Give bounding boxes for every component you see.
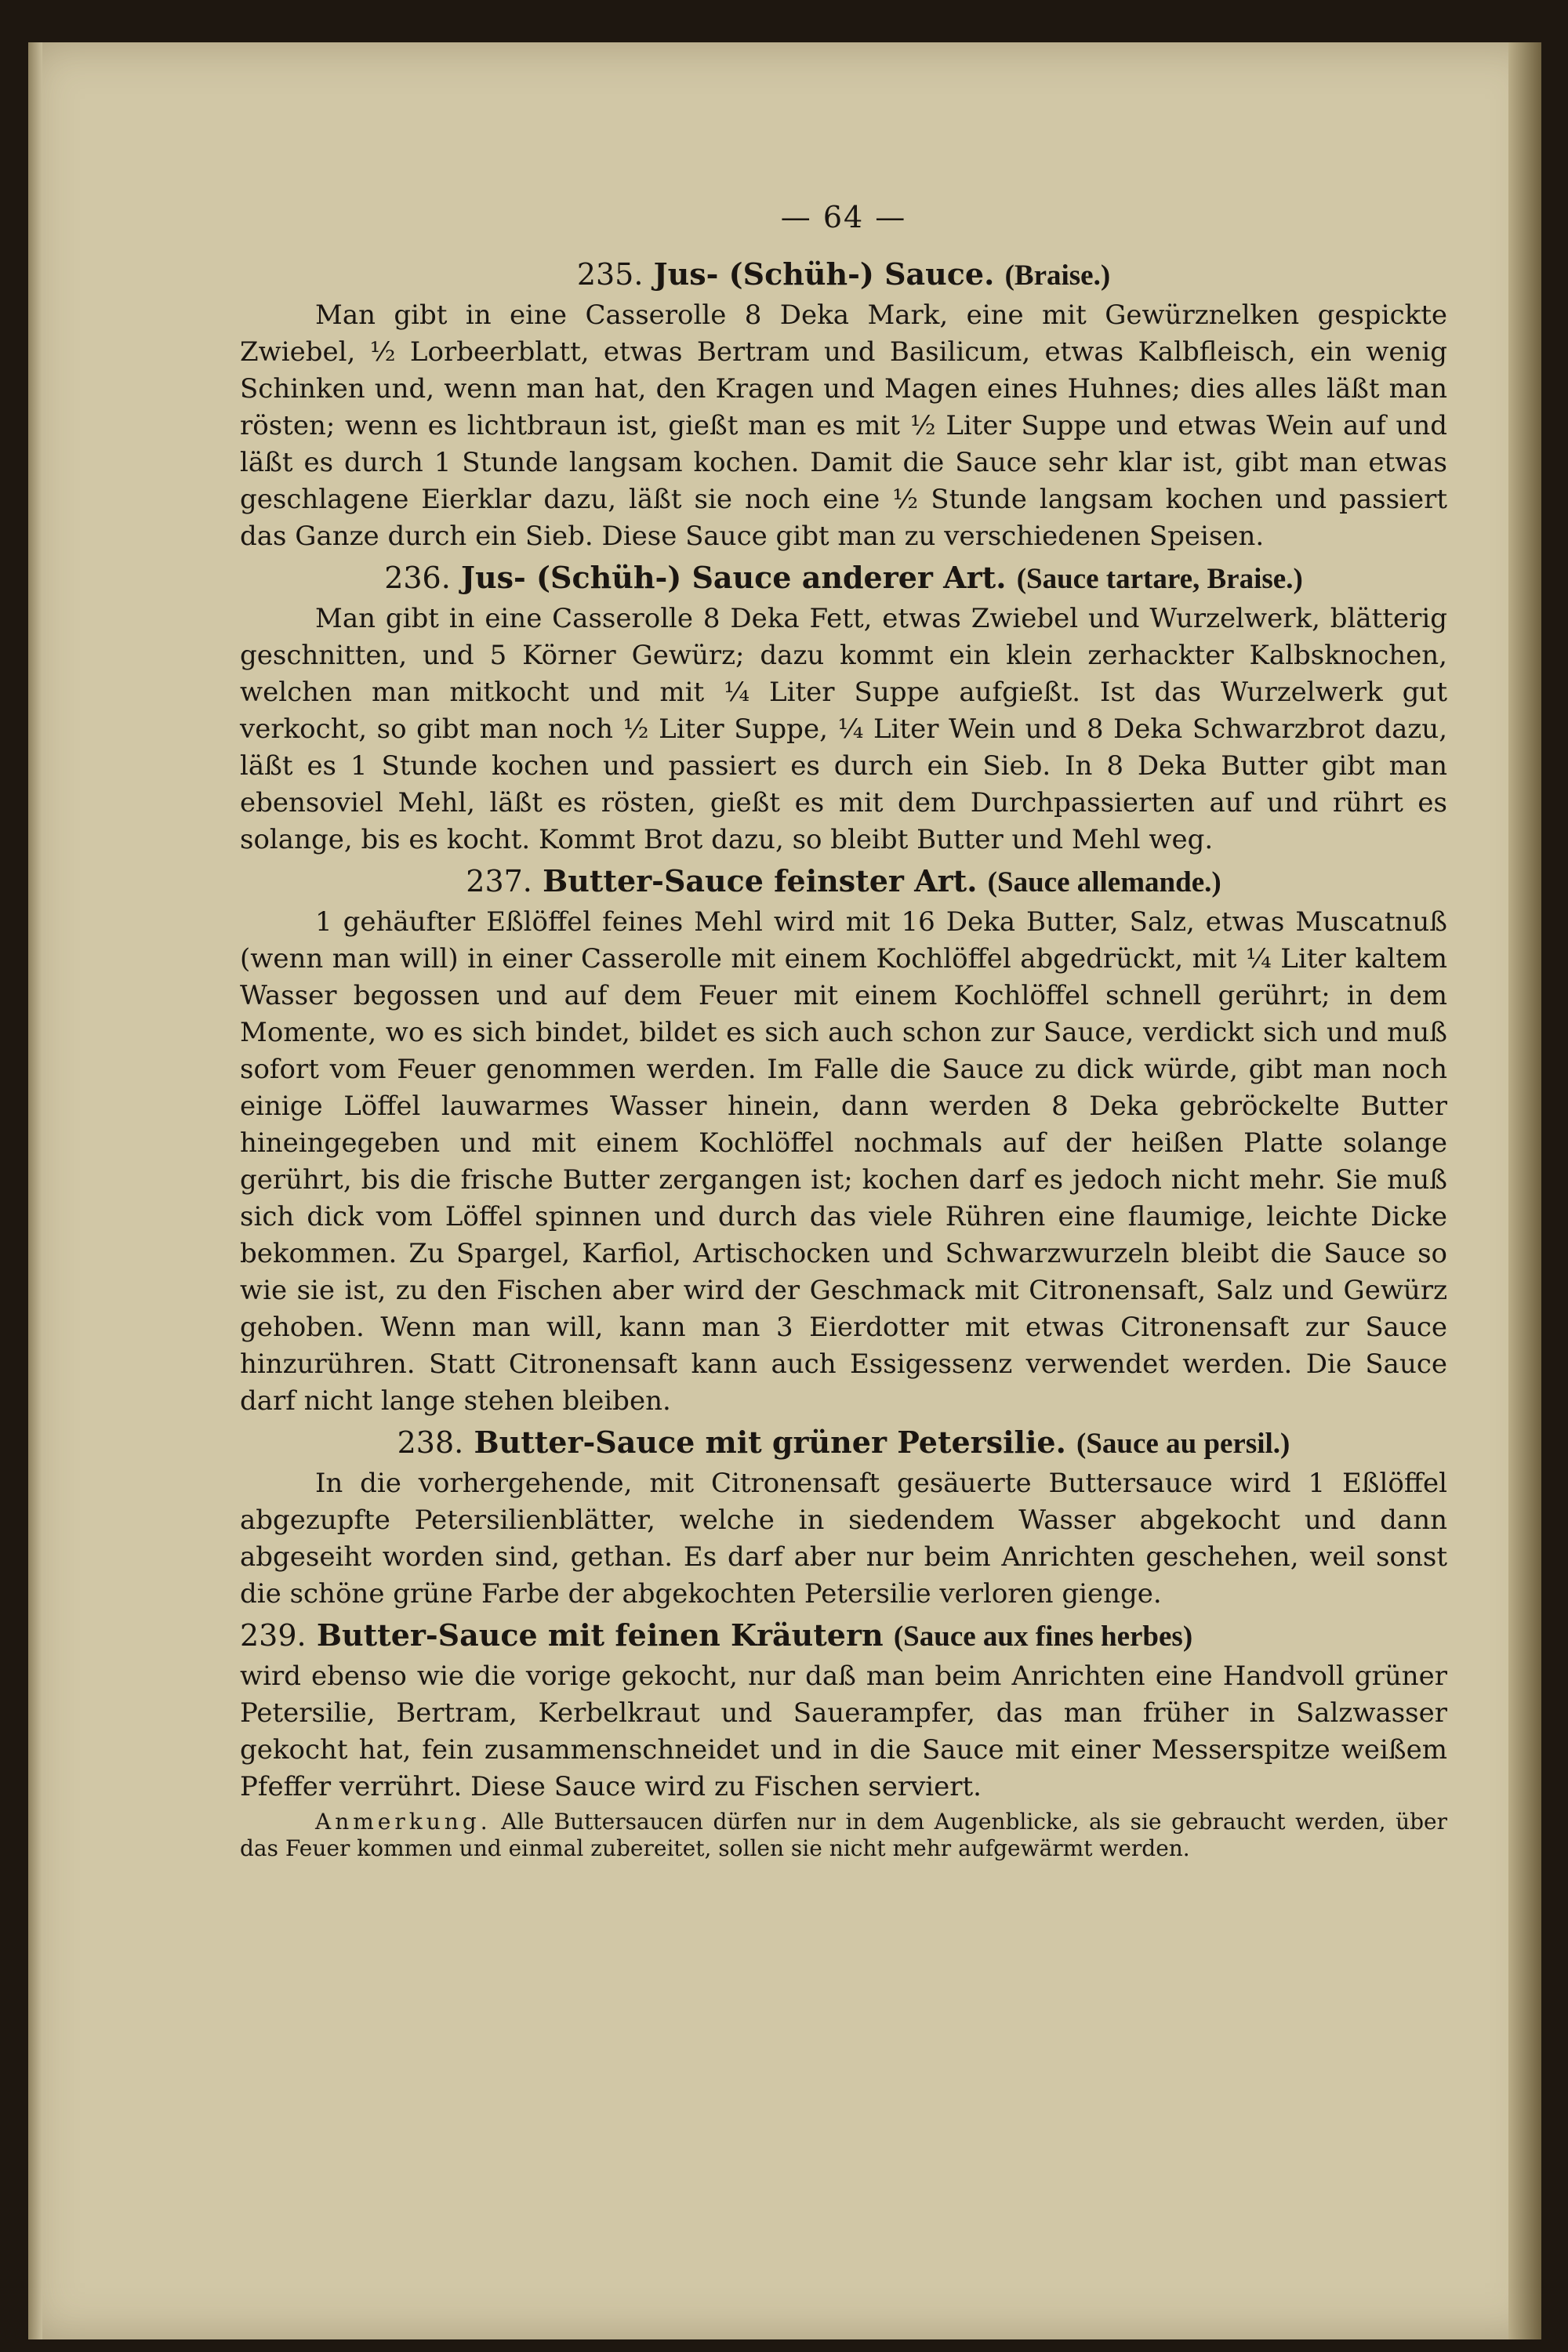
book-page [28,42,1541,2339]
recipe-238 [240,1423,1447,1613]
page-number: — 64 — [780,200,907,234]
footnote [240,1809,1447,1862]
recipe-french-title: (Braise.) [1004,260,1111,292]
recipe-236 [240,558,1447,858]
recipe-heading [240,255,1447,296]
page-edge-shadow [1508,42,1541,2339]
recipe-number: 238. [397,1425,464,1460]
footnote-label: Anmerkung. [315,1809,492,1835]
recipe-title: Jus- (Schüh-) Sauce anderer Art. [461,560,1007,595]
recipe-text: wird ebenso wie die vorige gekocht, nur daß man beim Anrichten eine Handvoll grüner Petersilie, Bertram, Kerbelkraut und Sauerampfer, das man früher in Salzwasser gekocht hat, fein zusammenschneidet und in die Sauce mit einer Messerspitze weißem Pfeffer verrührt. Diese Sauce wird zu Fischen serviert. [240,1661,1447,1802]
recipe-235 [240,255,1447,555]
recipe-239 [240,1616,1447,1806]
recipe-text: In die vorhergehende, mit Citronensaft gesäuerte Buttersauce wird 1 Eßlöffel abgezupfte Petersilienblätter, welche in siedendem Wasser abgekocht und dann abgeseiht worden sind, gethan. Es darf aber nur beim Anrichten geschehen, weil sonst die schöne grüne Farbe der abgekochten Petersilie verloren gienge. [240,1468,1447,1610]
recipe-number: 239. [240,1618,307,1653]
recipe-text: 1 gehäufter Eßlöffel feines Mehl wird mit 16 Deka Butter, Salz, etwas Muscatnuß (wenn man will) in einer Casserolle mit einem Kochlöffel abgedrückt, mit ¼ Liter kaltem Wasser begossen und auf dem Feuer mit einem Kochlöffel schnell gerührt; in dem Momente, wo es sich bindet, bildet es sich auch schon zur Sauce, verdickt sich und muß sofort vom Feuer genommen werden. Im Falle die Sauce zu dick würde, gibt man noch einige Löffel lauwarmes Wasser hinein, dann werden 8 Deka gebröckelte Butter hineingegeben und mit einem Kochlöffel nochmals auf der heißen Platte solange gerührt, bis die frische Butter zergangen ist; kochen darf es jedoch nicht mehr. Sie muß sich dick vom Löffel spinnen und durch das viele Rühren eine flaumige, leichte Dicke bekommen. Zu Spargel, Karfiol, Artischocken und Schwarzwurzeln bleibt die Sauce so wie sie ist, zu den Fischen aber wird der Geschmack mit Citronensaft, Salz und Gewürz gehoben. Wenn man will, kann man 3 Eierdotter mit etwas Citronensaft zur Sauce hinzurühren. Statt Citronensaft kann auch Essigessenz verwendet werden. Die Sauce darf nicht lange stehen bleiben. [240,906,1447,1417]
recipe-heading [240,1616,1447,1657]
page-text-block [240,199,1447,1884]
footnote-text: Alle Buttersaucen dürfen nur in dem Augenblicke, als sie gebraucht werden, über das Feuer kommen und einmal zubereitet, sollen sie nicht mehr aufgewärmt werden. [240,1809,1447,1861]
recipe-title: Jus- (Schüh-) Sauce. [653,256,995,292]
recipe-french-title: (Sauce tartare, Braise.) [1016,563,1303,595]
recipe-heading [240,1423,1447,1464]
recipe-title: Butter-Sauce feinster Art. [543,863,978,898]
recipe-heading [240,862,1447,902]
recipe-title: Butter-Sauce mit feinen Kräutern [316,1617,884,1653]
recipe-237 [240,862,1447,1420]
recipe-french-title: (Sauce aux fines herbes) [893,1621,1193,1653]
recipe-number: 236. [384,561,451,595]
recipe-heading [240,558,1447,599]
recipe-french-title: (Sauce au persil.) [1076,1428,1290,1460]
page-gutter-shadow [28,42,42,2339]
recipe-text: Man gibt in eine Casserolle 8 Deka Fett, etwas Zwiebel und Wurzelwerk, blätterig geschnitten, und 5 Körner Gewürz; dazu kommt ein klein zerhackter Kalbsknochen, welchen man mitkocht und mit ¼ Liter Suppe aufgießt. Ist das Wurzelwerk gut verkocht, so gibt man noch ½ Liter Suppe, ¼ Liter Wein und 8 Deka Schwarzbrot dazu, läßt es 1 Stunde kochen und passiert es durch ein Sieb. In 8 Deka Butter gibt man ebensoviel Mehl, läßt es rösten, gießt es mit dem Durchpassierten auf und rührt es solange, bis es kocht. Kommt Brot dazu, so bleibt Butter und Mehl weg. [240,603,1447,855]
recipe-text: Man gibt in eine Casserolle 8 Deka Mark, eine mit Gewürznelken gespickte Zwiebel, ½ Lorbeerblatt, etwas Bertram und Basilicum, etwas Kalbfleisch, ein wenig Schinken und, wenn man hat, den Kragen und Magen eines Huhnes; dies alles läßt man rösten; wenn es lichtbraun ist, gießt man es mit ½ Liter Suppe und etwas Wein auf und läßt es durch 1 Stunde langsam kochen. Damit die Sauce sehr klar ist, gibt man etwas geschlagene Eierklar dazu, läßt sie noch eine ½ Stunde langsam kochen und passiert das Ganze durch ein Sieb. Diese Sauce gibt man zu verschiedenen Speisen. [240,299,1447,552]
recipe-title: Butter-Sauce mit grüner Petersilie. [474,1425,1066,1460]
recipe-number: 237. [466,864,532,898]
recipe-number: 235. [576,257,644,292]
recipe-french-title: (Sauce allemande.) [987,866,1221,898]
